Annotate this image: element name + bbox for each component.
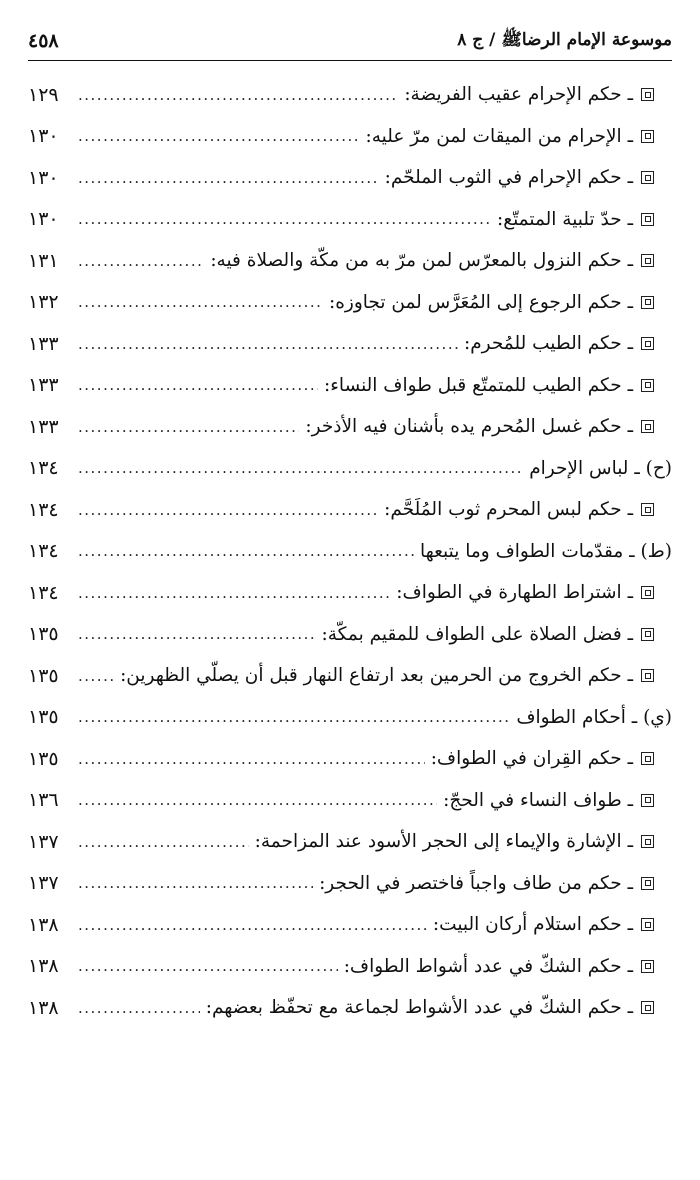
dot-leader bbox=[78, 667, 114, 685]
toc-entry-title: ـ حكم لبس المحرم ثوب المُلَحَّم: bbox=[384, 499, 633, 521]
toc-entry-title: (ي) ـ أحكام الطواف bbox=[516, 706, 672, 728]
toc-entry-row bbox=[28, 738, 672, 780]
toc-page-number: ١٣٣ bbox=[28, 332, 59, 355]
square-bullet-icon bbox=[641, 669, 654, 682]
square-bullet-icon bbox=[641, 171, 654, 184]
toc-entry-title: (ط) ـ مقدّمات الطواف وما يتبعها bbox=[419, 540, 672, 562]
toc-entry-title: ـ حكم الرجوع إلى المُعَرَّس لمن تجاوزه: bbox=[328, 291, 633, 313]
dot-leader bbox=[78, 957, 338, 975]
toc-section-row bbox=[28, 531, 672, 573]
toc-page-number: ١٣٣ bbox=[28, 415, 59, 438]
toc-entry-row bbox=[28, 614, 672, 656]
toc-page-number: ١٣٥ bbox=[28, 706, 59, 729]
toc-page-number: ١٣٠ bbox=[28, 208, 59, 231]
dot-leader bbox=[78, 791, 437, 809]
dot-leader bbox=[78, 708, 510, 726]
toc-entry-row bbox=[28, 904, 672, 946]
toc-page-number: ١٣٨ bbox=[28, 996, 59, 1019]
dot-leader bbox=[78, 874, 313, 892]
toc-entry-title: ـ حكم النزول بالمعرّس لمن مرّ به من مكّة والصلاة فيه: bbox=[210, 250, 633, 272]
square-bullet-icon bbox=[641, 88, 654, 101]
toc-entry-row bbox=[28, 116, 672, 158]
dot-leader bbox=[78, 542, 414, 560]
toc-entry-row bbox=[28, 821, 672, 863]
toc-page-number: ١٣٠ bbox=[28, 125, 59, 148]
dot-leader bbox=[78, 999, 200, 1017]
toc-entry-title: ـ حكم الإحرام في الثوب الملحّم: bbox=[384, 167, 633, 189]
toc-page-number: ١٣٤ bbox=[28, 540, 59, 563]
toc-entry-title: ـ حكم القِران في الطواف: bbox=[430, 748, 633, 770]
square-bullet-icon bbox=[641, 794, 654, 807]
toc-entry-title: ـ حكم الطيب للمتمتّع قبل طواف النساء: bbox=[324, 374, 633, 396]
book-title: موسوعة الإمام الرضاﷺ / ج ٨ bbox=[457, 29, 672, 50]
toc-entry-title: ـ حكم الشكّ في عدد أشواط الطواف: bbox=[343, 955, 633, 977]
dot-leader bbox=[78, 376, 318, 394]
toc-page-number: ١٣٧ bbox=[28, 872, 59, 895]
square-bullet-icon bbox=[641, 213, 654, 226]
toc-page-number: ١٣٧ bbox=[28, 830, 59, 853]
toc-entry-title: ـ حكم استلام أركان البيت: bbox=[432, 914, 633, 936]
square-bullet-icon bbox=[641, 254, 654, 267]
dot-leader bbox=[78, 418, 299, 436]
toc-entry-row bbox=[28, 655, 672, 697]
toc-page-number: ١٢٩ bbox=[28, 83, 59, 106]
dot-leader bbox=[78, 252, 204, 270]
toc-entry-title: ـ حكم الطيب للمُحرم: bbox=[463, 333, 633, 355]
square-bullet-icon bbox=[641, 628, 654, 641]
toc-page-number: ١٣٦ bbox=[28, 789, 59, 812]
toc-entry-title: ـ اشتراط الطهارة في الطواف: bbox=[396, 582, 633, 604]
running-header bbox=[28, 22, 672, 61]
toc-page-number: ١٣٨ bbox=[28, 913, 59, 936]
toc-entry-row bbox=[28, 780, 672, 822]
toc-page-number: ١٣٤ bbox=[28, 581, 59, 604]
toc-entry-title: ـ حكم الإحرام عقيب الفريضة: bbox=[404, 84, 633, 106]
square-bullet-icon bbox=[641, 503, 654, 516]
dot-leader bbox=[78, 86, 398, 104]
toc-entry-row bbox=[28, 987, 672, 1029]
square-bullet-icon bbox=[641, 586, 654, 599]
square-bullet-icon bbox=[641, 752, 654, 765]
toc-page-number: ١٣٤ bbox=[28, 457, 59, 480]
dot-leader bbox=[78, 501, 378, 519]
dot-leader bbox=[78, 293, 323, 311]
toc-entry-row bbox=[28, 157, 672, 199]
square-bullet-icon bbox=[641, 960, 654, 973]
toc-entry-row bbox=[28, 946, 672, 988]
toc-entry-title: ـ حدّ تلبية المتمتّع: bbox=[497, 208, 633, 230]
toc-entry-row bbox=[28, 406, 672, 448]
toc-entry-title: ـ حكم الخروج من الحرمين بعد ارتفاع النهار قبل أن يصلّي الظهرين: bbox=[120, 665, 633, 687]
toc-page-number: ١٣٥ bbox=[28, 664, 59, 687]
dot-leader bbox=[78, 459, 523, 477]
toc-entry-row bbox=[28, 282, 672, 324]
dot-leader bbox=[78, 584, 390, 602]
square-bullet-icon bbox=[641, 918, 654, 931]
toc-entry-title: ـ الإحرام من الميقات لمن مرّ عليه: bbox=[365, 125, 633, 147]
toc-entry-title: ـ حكم الشكّ في عدد الأشواط لجماعة مع تحفّظ بعضهم: bbox=[205, 997, 633, 1019]
dot-leader bbox=[78, 127, 359, 145]
toc-entry-row bbox=[28, 240, 672, 282]
toc-section-row bbox=[28, 697, 672, 739]
toc-entry-row bbox=[28, 572, 672, 614]
table-of-contents bbox=[28, 74, 672, 1029]
dot-leader bbox=[78, 169, 379, 187]
square-bullet-icon bbox=[641, 1001, 654, 1014]
toc-entry-title: ـ حكم من طاف واجباً فاختصر في الحجر: bbox=[319, 872, 633, 894]
square-bullet-icon bbox=[641, 877, 654, 890]
page bbox=[28, 0, 672, 1180]
toc-section-row bbox=[28, 448, 672, 490]
page-number: ٤٥٨ bbox=[28, 30, 59, 52]
toc-entry-title: ـ الإشارة والإيماء إلى الحجر الأسود عند المزاحمة: bbox=[254, 831, 633, 853]
toc-page-number: ١٣٣ bbox=[28, 374, 59, 397]
dot-leader bbox=[78, 335, 458, 353]
toc-page-number: ١٣٤ bbox=[28, 498, 59, 521]
square-bullet-icon bbox=[641, 130, 654, 143]
square-bullet-icon bbox=[641, 835, 654, 848]
toc-entry-row bbox=[28, 199, 672, 241]
toc-entry-title: ـ طواف النساء في الحجّ: bbox=[443, 789, 633, 811]
toc-entry-row bbox=[28, 863, 672, 905]
toc-entry-row bbox=[28, 489, 672, 531]
dot-leader bbox=[78, 833, 249, 851]
toc-entry-row bbox=[28, 365, 672, 407]
toc-entry-row bbox=[28, 74, 672, 116]
toc-entry-title: ـ حكم غسل المُحرم يده بأشنان فيه الأذخر: bbox=[305, 416, 633, 438]
toc-page-number: ١٣٢ bbox=[28, 291, 59, 314]
toc-page-number: ١٣٥ bbox=[28, 747, 59, 770]
square-bullet-icon bbox=[641, 296, 654, 309]
dot-leader bbox=[78, 750, 425, 768]
dot-leader bbox=[78, 625, 316, 643]
square-bullet-icon bbox=[641, 379, 654, 392]
toc-page-number: ١٣١ bbox=[28, 249, 59, 272]
dot-leader bbox=[78, 916, 427, 934]
square-bullet-icon bbox=[641, 420, 654, 433]
toc-page-number: ١٣٠ bbox=[28, 166, 59, 189]
toc-entry-row bbox=[28, 323, 672, 365]
toc-entry-title: (ح) ـ لباس الإحرام bbox=[529, 457, 672, 479]
square-bullet-icon bbox=[641, 337, 654, 350]
dot-leader bbox=[78, 210, 491, 228]
toc-entry-title: ـ فضل الصلاة على الطواف للمقيم بمكّة: bbox=[321, 623, 633, 645]
toc-page-number: ١٣٨ bbox=[28, 955, 59, 978]
toc-page-number: ١٣٥ bbox=[28, 623, 59, 646]
